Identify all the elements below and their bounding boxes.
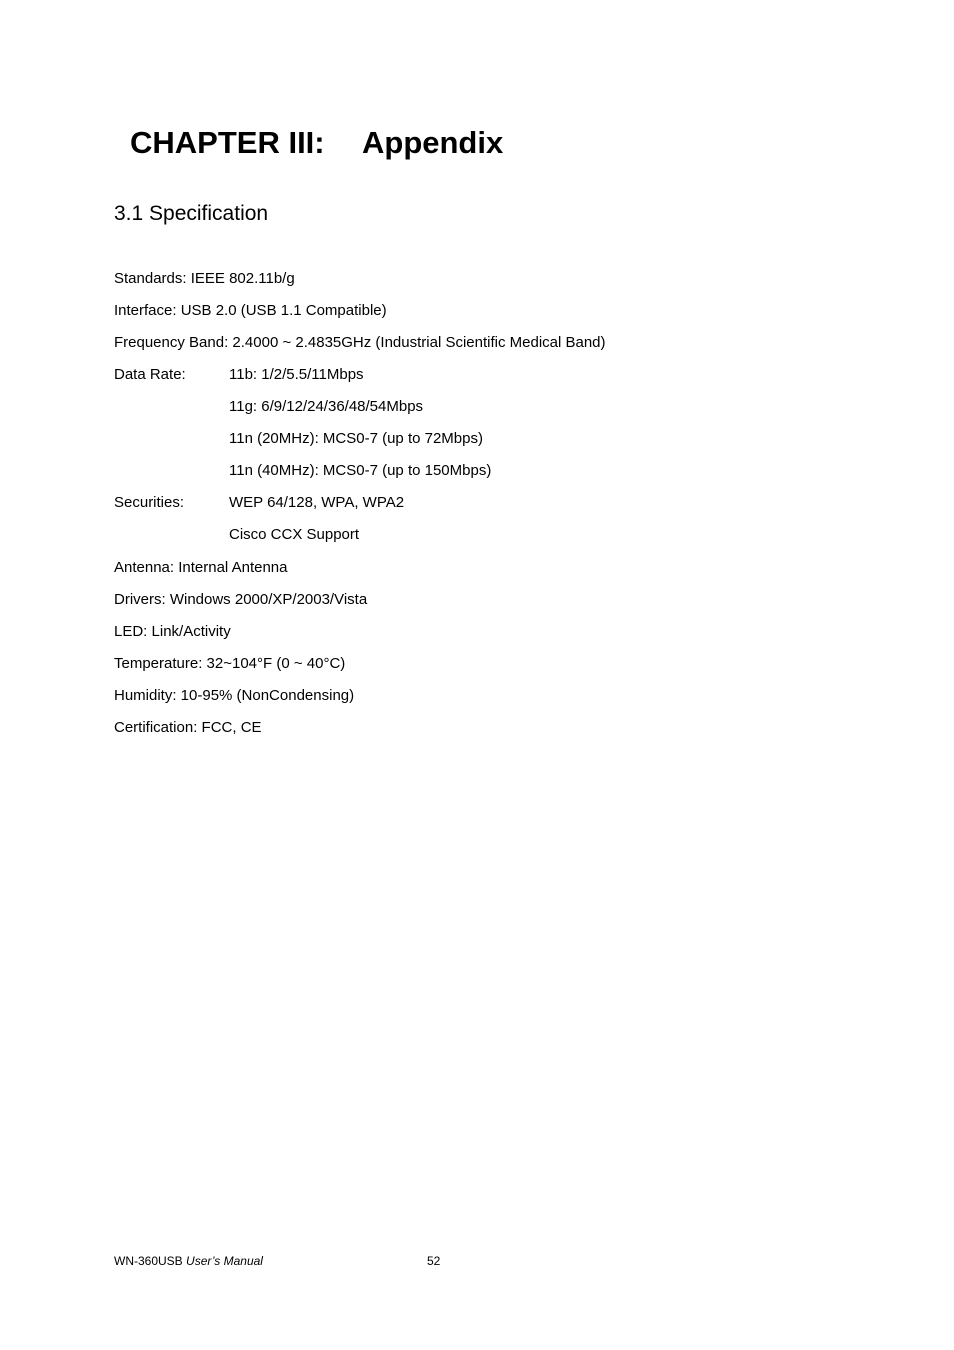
data-rate-11b: 11b: 1/2/5.5/11Mbps: [229, 366, 364, 383]
spec-data-rate-row: [114, 364, 364, 386]
spec-securities-row: [114, 492, 405, 514]
spec-frequency-band: Frequency Band: 2.4000 ~ 2.4835GHz (Industrial Scientific Medical Band): [114, 334, 606, 351]
spec-standards: Standards: IEEE 802.11b/g: [114, 270, 295, 287]
data-rate-11g: 11g: 6/9/12/24/36/48/54Mbps: [229, 398, 424, 415]
spec-certification: Certification: FCC, CE: [114, 719, 262, 736]
spec-antenna: Antenna: Internal Antenna: [114, 559, 288, 576]
securities-cisco-ccx: Cisco CCX Support: [229, 526, 360, 543]
spec-interface: Interface: USB 2.0 (USB 1.1 Compatible): [114, 302, 387, 319]
spec-humidity: Humidity: 10-95% (NonCondensing): [114, 687, 355, 704]
spec-drivers: Drivers: Windows 2000/XP/2003/Vista: [114, 591, 368, 608]
section-heading: 3.1 Specification: [114, 202, 269, 225]
securities-label: Securities:: [114, 494, 185, 511]
spec-led: LED: Link/Activity: [114, 623, 231, 640]
data-rate-11n-20mhz: 11n (20MHz): MCS0-7 (up to 72Mbps): [229, 430, 483, 447]
footer-manual-title: [114, 1253, 263, 1269]
securities-wep-wpa: WEP 64/128, WPA, WPA2: [229, 494, 405, 511]
chapter-heading: [130, 122, 503, 164]
data-rate-11n-40mhz: 11n (40MHz): MCS0-7 (up to 150Mbps): [229, 462, 492, 479]
chapter-label: CHAPTER III:: [130, 125, 325, 160]
page-number: 52: [427, 1254, 441, 1268]
chapter-title: Appendix: [362, 125, 504, 160]
footer-manual: User’s Manual: [186, 1254, 263, 1268]
footer-model: WN-360USB: [114, 1254, 183, 1268]
spec-temperature: Temperature: 32~104°F (0 ~ 40°C): [114, 655, 346, 672]
data-rate-label: Data Rate:: [114, 366, 186, 383]
